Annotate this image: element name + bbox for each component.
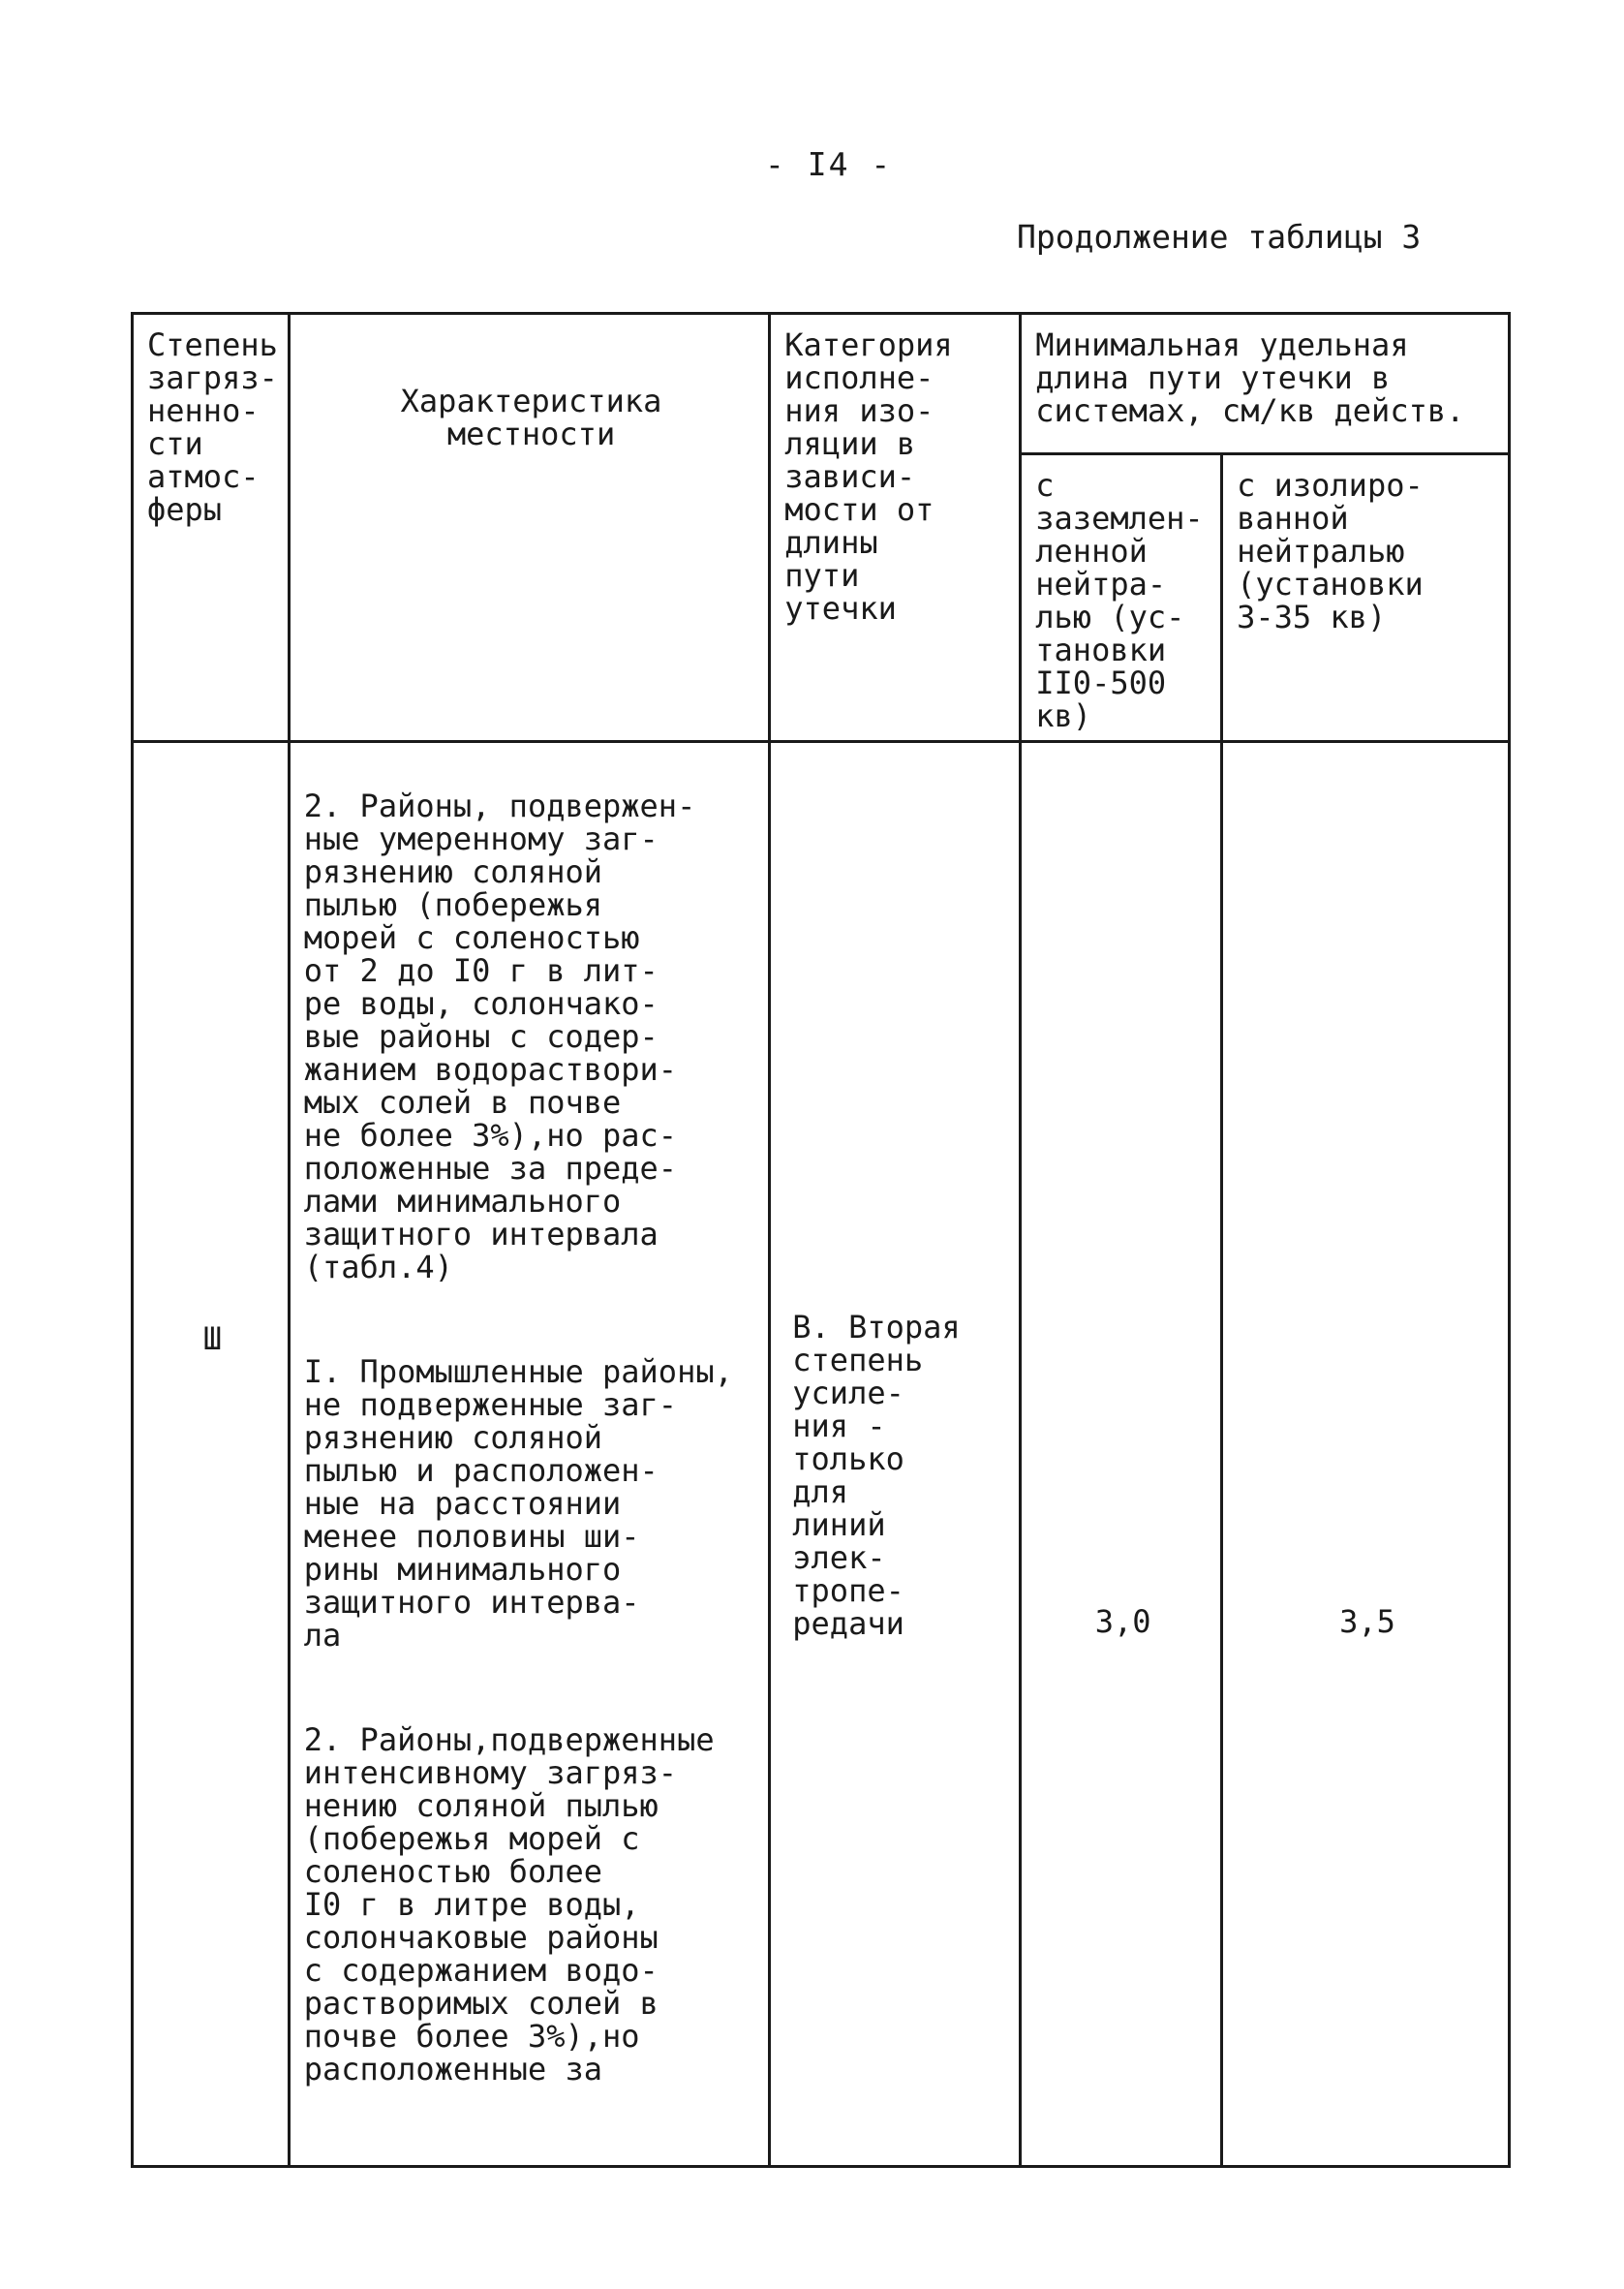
pollution-degree-value: Ш <box>202 1320 222 1357</box>
page-number: - I4 - <box>765 145 893 183</box>
grounded-neutral-value: 3,0 <box>1094 1603 1151 1640</box>
cell-area-characteristic <box>289 742 770 2167</box>
header-grounded-neutral: с заземлен- ленной нейтра- лью (ус- тановки II0-500 кв) <box>1021 454 1222 742</box>
leakage-table <box>131 312 1511 2168</box>
list-item: I. Промышленные районы, не подверженные заг- рязнению соляной пылью и расположен- ные на расстоянии менее половины ши- рины минимального защитного интерва- ла <box>303 1353 733 1654</box>
cell-isolated-neutral <box>1222 742 1510 2167</box>
header-isolated-neutral: с изолиро- ванной нейтралью (установки 3-35 кв) <box>1222 454 1510 742</box>
insulation-category-value: В. Вторая степень усиле- ния - только для линий элек- тропе- редачи <box>792 1309 961 1642</box>
header-row-1 <box>133 314 1510 454</box>
header-area-characteristic: Характеристика местности <box>289 314 770 742</box>
header-insulation-category: Категория исполне- ния изо- ляции в зависи- мости от длины пути утечки <box>770 314 1021 742</box>
cell-insulation-category <box>770 742 1021 2167</box>
header-min-leakage-length: Минимальная удельная длина пути утечки в системах, см/кв действ. <box>1021 314 1510 454</box>
cell-pollution-degree <box>133 742 290 2167</box>
list-item: 2. Районы,подверженные интенсивному загряз- нению соляной пылью (побережья морей с соленостью более I0 г в литре воды, солончаковые районы с содержанием водо- растворимых солей в почве более 3%),но расположенные за <box>303 1721 715 2088</box>
list-item: 2. Районы, подвержен- ные умеренному заг- рязнению соляной пылью (побережья морей с соленостью от 2 до I0 г в лит- ре воды, солончако- вые районы с содер- жанием водораствори- мых солей в почве не более 3%),но рас- положенные за преде- лами минимального защитного интервала (табл.4) <box>303 788 696 1285</box>
cell-grounded-neutral <box>1021 742 1222 2167</box>
table-row <box>133 742 1510 2167</box>
table-continuation-title: Продолжение таблицы 3 <box>1017 218 1422 256</box>
isolated-neutral-value: 3,5 <box>1339 1603 1395 1640</box>
header-pollution-degree: Степень загряз- ненно- сти атмос- феры <box>133 314 290 742</box>
